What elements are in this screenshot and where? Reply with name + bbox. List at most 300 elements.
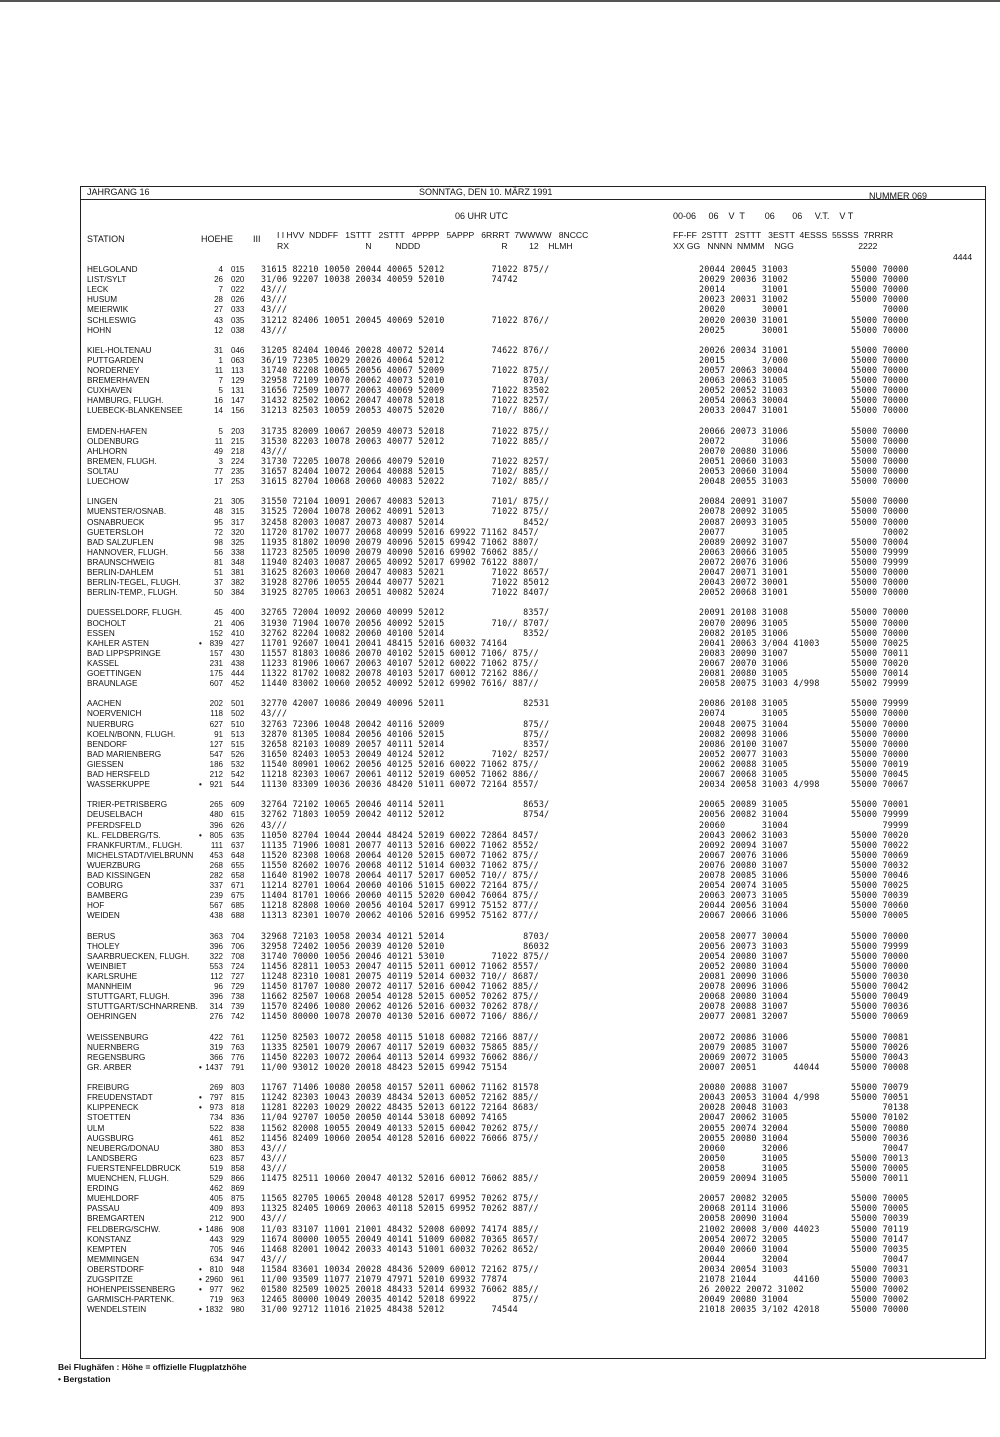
synop-groups: 01580 82509 10025 20018 48433 52014 69932 76062 885// [261, 1284, 539, 1295]
temperature-groups: 20053 20060 31004 [699, 466, 789, 476]
station-name: STUTTGART/SCHNARRENB. [87, 1002, 198, 1012]
station-index: 963 [231, 1295, 245, 1305]
snow-groups: 55000 70000 [851, 274, 909, 285]
snow-groups: 55000 70008 [851, 1061, 909, 1072]
station-index: 400 [231, 608, 245, 618]
station-index: 438 [231, 658, 245, 668]
station-index: 946 [231, 1244, 245, 1254]
temperature-groups: 20028 20048 31003 [699, 1102, 789, 1113]
snow-groups: 55000 70000 [851, 960, 909, 971]
station-index: 803 [231, 1083, 245, 1093]
snow-groups: 55000 70000 [851, 435, 909, 446]
station-name: WEINBIET [87, 961, 127, 971]
station-index: 875 [231, 1194, 245, 1204]
station-name: BREMEN, FLUGH. [87, 456, 157, 466]
synop-groups: 11720 81702 10077 20068 40099 52016 69922 71162 8457/ [261, 526, 539, 537]
station-index: 980 [231, 1305, 245, 1315]
station-index: 203 [231, 426, 245, 436]
snow-groups: 55000 70000 [851, 1304, 909, 1315]
station-name: MUEHLDORF [87, 1194, 139, 1204]
station-index: 513 [231, 729, 245, 739]
station-index: 866 [231, 1174, 245, 1183]
station-name: NUERNBERG [87, 1042, 140, 1052]
station-height: 4 [218, 265, 223, 274]
synop-groups: 31550 72104 10091 20067 40083 52013 7101/ 875// [261, 496, 550, 507]
station-name: OEHRINGEN [87, 1012, 137, 1022]
station-height: 37 [214, 578, 223, 588]
temperature-groups: 20014 31001 [699, 284, 789, 295]
snow-groups: 55000 70039 [851, 890, 909, 901]
station-index: 704 [231, 931, 245, 941]
station-name: MEIERWIK [87, 305, 129, 315]
snow-groups: 55000 70000 [851, 405, 909, 416]
temperature-groups: 20052 20077 31003 [699, 748, 789, 759]
synop-groups: 32770 42007 10086 20049 40096 52011 82531 [261, 698, 550, 709]
temperature-groups: 20070 20096 31005 [699, 617, 789, 628]
temperature-groups: 20057 20063 30004 [699, 365, 789, 375]
mountain-marker: • [199, 1224, 202, 1234]
station-index: 893 [231, 1204, 245, 1214]
station-height: 322 [209, 951, 223, 961]
temperature-groups: 20052 20080 31004 [699, 960, 789, 971]
station-name: LINGEN [87, 497, 118, 507]
station-height: 529 [209, 1174, 223, 1183]
station-height: 337 [209, 881, 223, 891]
station-height: 461 [209, 1133, 223, 1143]
station-height: 56 [214, 547, 223, 557]
station-index: 815 [231, 1093, 245, 1103]
station-height: 175 [209, 669, 223, 678]
synop-groups: 32958 72109 10070 20062 40073 52010 8703/ [261, 375, 550, 386]
temperature-groups: 20052 20052 31003 [699, 385, 789, 396]
station-name: GARMISCH-PARTENK. [87, 1295, 175, 1305]
snow-groups: 55000 70045 [851, 769, 909, 779]
station-name: BAMBERG [87, 891, 128, 901]
snow-groups: 55000 79999 [851, 940, 909, 951]
synop-groups: 11250 82503 10072 20058 40115 51018 60082 72166 887// [261, 1031, 539, 1042]
col-right-line3: 4444 [953, 252, 973, 262]
station-index: 501 [231, 699, 245, 709]
station-name: THOLEY [87, 941, 120, 951]
temperature-groups: 20091 20108 31008 [699, 607, 789, 618]
temperature-groups: 20078 20096 31006 [699, 981, 789, 992]
synop-groups: 12465 80000 10049 20035 40142 52018 69922 875// [261, 1294, 539, 1305]
station-index: 384 [231, 588, 245, 598]
station-name: STOETTEN [87, 1113, 131, 1123]
station-name: PFERDSFELD [87, 820, 142, 830]
snow-groups: 55000 70119 [851, 1223, 909, 1234]
volume-label: JAHRGANG 16 [87, 187, 150, 197]
date-label: SONNTAG, DEN 10. MÄRZ 1991 [419, 187, 553, 197]
snow-groups: 55000 70051 [851, 1092, 909, 1103]
temperature-groups: 20060 32006 [699, 1142, 789, 1153]
station-height: 118 [210, 709, 223, 719]
synop-groups: 11130 83309 10036 20036 48420 51011 60072 72164 8557/ [261, 779, 539, 790]
temperature-groups: 21002 20008 3/000 44023 [699, 1223, 820, 1234]
station-height: 973 [209, 1103, 223, 1113]
station-index: 853 [231, 1143, 245, 1153]
station-height: 366 [209, 1052, 223, 1062]
temperature-groups: 20044 32004 [699, 1253, 789, 1264]
snow-groups: 55000 70000 [851, 718, 909, 729]
snow-groups: 55000 70000 [851, 506, 909, 517]
station-height: 16 [214, 396, 223, 406]
temperature-groups: 20047 20071 31001 [699, 567, 789, 577]
synop-groups: 11584 83601 10034 20028 48436 52009 60012 72162 875// [261, 1263, 539, 1274]
temperature-groups: 20065 20089 31005 [699, 799, 789, 810]
synop-groups: 31930 71904 10070 20056 40092 52015 710// 8707/ [261, 617, 550, 628]
synop-groups: 31740 82208 10065 20056 40067 52009 71022 875// [261, 365, 550, 375]
station-index: 026 [231, 295, 245, 305]
temperature-groups: 21078 21044 44160 [699, 1274, 820, 1284]
snow-groups: 55000 70080 [851, 1122, 909, 1133]
station-height: 453 [209, 850, 223, 860]
station-height: 839 [209, 638, 223, 648]
station-index: 708 [231, 951, 245, 961]
snow-groups: 55000 70000 [851, 375, 909, 386]
station-index: 317 [231, 517, 245, 527]
synop-groups: 11440 83002 10060 20052 40092 52012 69902 7616/ 887// [261, 678, 539, 689]
station-height: 553 [209, 961, 223, 971]
station-index: 215 [231, 436, 245, 446]
snow-groups: 55000 70069 [851, 1011, 909, 1022]
station-height: 98 [214, 537, 223, 547]
station-name: MICHELSTADT/VIELBRUNN [87, 850, 194, 860]
synop-groups: 43/// [261, 1162, 288, 1173]
snow-groups: 70000 [851, 304, 909, 315]
station-name: BAD HERSFELD [87, 770, 150, 779]
temperature-groups: 20026 20034 31001 [699, 344, 789, 355]
station-index: 020 [231, 275, 245, 285]
temperature-groups: 20057 20082 32005 [699, 1193, 789, 1204]
station-index: 542 [231, 770, 245, 779]
synop-groups: 43/// [261, 304, 288, 315]
snow-groups: 55000 79999 [851, 556, 909, 567]
snow-groups: 55000 70005 [851, 1203, 909, 1214]
temperature-groups: 20078 20088 31007 [699, 1001, 789, 1012]
snow-groups: 55000 70000 [851, 708, 909, 719]
snow-groups: 55000 70000 [851, 627, 909, 638]
snow-groups: 55000 70081 [851, 1031, 909, 1042]
station-height: 623 [209, 1153, 223, 1163]
station-name: BREMGARTEN [87, 1214, 145, 1224]
station-height: 363 [209, 931, 223, 941]
snow-groups: 55000 70147 [851, 1233, 909, 1244]
snow-groups: 55000 70000 [851, 748, 909, 759]
snow-groups: 55000 70000 [851, 607, 909, 618]
synop-groups: 32968 72103 10058 20034 40121 52014 8703/ [261, 930, 550, 941]
station-index: 908 [231, 1224, 245, 1234]
station-name: NORDERNEY [87, 366, 140, 375]
station-height: 269 [209, 1083, 223, 1093]
station-name: BERLIN-TEMP., FLUGH. [87, 588, 178, 598]
station-name: BENDORF [87, 739, 128, 749]
station-height: 547 [209, 749, 223, 759]
station-name: AUGSBURG [87, 1133, 134, 1143]
synop-groups: 11450 82203 10072 20064 40113 52014 69932 76062 886// [261, 1051, 539, 1062]
synop-groups: 32458 82003 10087 20073 40087 52014 8452/ [261, 516, 550, 527]
snow-groups: 55000 70000 [851, 930, 909, 941]
station-height: 21 [214, 618, 223, 628]
station-height: 48 [214, 507, 223, 517]
station-name: GOETTINGEN [87, 669, 142, 678]
station-index: 015 [231, 265, 245, 274]
snow-groups: 55000 70000 [851, 466, 909, 476]
mountain-marker: • [199, 780, 202, 790]
snow-groups: 55000 70000 [851, 617, 909, 628]
snow-groups: 55000 70031 [851, 1263, 909, 1274]
station-height: 409 [209, 1204, 223, 1214]
station-name: BREMERHAVEN [87, 376, 150, 386]
synop-groups: 31615 82704 10068 20060 40083 52022 7102/ 885// [261, 476, 550, 487]
station-index: 515 [231, 739, 245, 749]
station-index: 218 [231, 446, 245, 456]
mountain-marker: • [199, 830, 202, 840]
station-height: 522 [209, 1123, 223, 1133]
station-name: ESSEN [87, 628, 115, 638]
station-index: 427 [231, 638, 245, 648]
station-name: KASSEL [87, 658, 119, 668]
synop-groups: 11701 92607 10041 20041 48415 52016 60032 74164 [261, 637, 508, 648]
temperature-groups: 20067 20068 31005 [699, 769, 789, 779]
synop-groups: 11723 82505 10090 20079 40090 52016 69902 76062 885// [261, 546, 539, 557]
temperature-groups: 20054 20063 30004 [699, 395, 789, 406]
temperature-groups: 20082 20105 31006 [699, 627, 789, 638]
snow-groups: 55000 70000 [851, 385, 909, 396]
station-height: 3 [218, 456, 223, 466]
synop-groups: 11313 82301 10070 20062 40106 52016 69952 75162 877// [261, 910, 539, 921]
temperature-groups: 20083 20090 31007 [699, 647, 789, 658]
station-height: 27 [214, 305, 223, 315]
temperature-groups: 20086 20108 31005 [699, 698, 789, 709]
synop-groups: 43/// [261, 708, 288, 719]
temperature-groups: 21018 20035 3/102 42018 [699, 1304, 820, 1315]
temperature-groups: 20063 20073 31005 [699, 890, 789, 901]
snow-groups: 55000 70043 [851, 1051, 909, 1062]
synop-groups: 31212 82406 10051 20045 40069 52010 71022 876// [261, 314, 550, 325]
station-name: LUECHOW [87, 477, 129, 487]
temperature-groups: 20072 20076 31006 [699, 556, 789, 567]
station-height: 921 [209, 780, 223, 790]
synop-groups: 31213 82503 10059 20053 40075 52020 710// 886// [261, 405, 550, 416]
station-index: 502 [231, 709, 245, 719]
synop-groups: 32763 72306 10048 20042 40116 52009 875// [261, 718, 550, 729]
station-height: 405 [209, 1194, 223, 1204]
station-index: 305 [231, 497, 245, 507]
station-index: 836 [231, 1113, 245, 1123]
synop-groups: 43/// [261, 1213, 288, 1224]
snow-groups: 55000 79999 [851, 546, 909, 557]
synop-groups: 43/// [261, 324, 288, 335]
station-index: 776 [231, 1052, 245, 1062]
temperature-groups: 20058 31005 [699, 1162, 789, 1173]
synop-groups: 32870 81305 10084 20056 40106 52015 875// [261, 728, 550, 739]
station-name: PUTTGARDEN [87, 355, 144, 365]
snow-groups: 55000 70002 [851, 1294, 909, 1305]
table-row [81, 1304, 987, 1315]
snow-groups: 55000 70067 [851, 779, 909, 790]
snow-groups: 55000 70000 [851, 324, 909, 335]
station-name: REGENSBURG [87, 1052, 146, 1062]
synop-groups: 11218 82303 10067 20061 40112 52019 60052 71062 886// [261, 769, 539, 779]
synop-groups: 11540 80901 10062 20056 40125 52016 60022 71062 875// [261, 758, 539, 769]
station-height: 977 [209, 1285, 223, 1295]
station-name: DEUSELBACH [87, 810, 143, 820]
temperature-groups: 20055 20080 31004 [699, 1132, 789, 1143]
station-name: FREUDENSTADT [87, 1093, 153, 1103]
snow-groups: 55000 70000 [851, 365, 909, 375]
snow-groups: 70002 [851, 526, 909, 537]
temperature-groups: 20072 31006 [699, 435, 789, 446]
station-height: 607 [209, 679, 223, 689]
station-height: 734 [209, 1113, 223, 1123]
station-index: 338 [231, 547, 245, 557]
station-height: 282 [209, 871, 223, 880]
station-height: 438 [209, 911, 223, 921]
temperature-groups: 20089 20092 31007 [699, 536, 789, 547]
temperature-groups: 20020 20030 31001 [699, 314, 789, 325]
synop-groups: 32658 82103 10089 20057 40111 52014 8357/ [261, 738, 550, 749]
right-block-header: 00-06 06 V T 06 06 V.T. V T [673, 211, 854, 221]
synop-groups: 43/// [261, 1142, 288, 1153]
snow-groups: 55000 70000 [851, 728, 909, 739]
station-height: 7 [218, 285, 223, 295]
station-height: 5 [218, 386, 223, 396]
synop-groups: 31650 82403 10053 20049 40124 52012 7102/ 8257/ [261, 748, 550, 759]
temperature-groups: 20084 20091 31007 [699, 496, 789, 507]
station-height: 77 [214, 467, 223, 476]
station-name: FREIBURG [87, 1083, 130, 1093]
station-name: HELGOLAND [87, 265, 138, 274]
synop-groups: 11565 82705 10065 20048 40128 52017 69952 70262 875// [261, 1193, 539, 1204]
station-height: 157 [209, 648, 223, 658]
station-name: KAHLER ASTEN [87, 638, 149, 648]
station-height: 21 [214, 497, 223, 507]
station-name: FRANKFURT/M., FLUGH. [87, 840, 183, 850]
synop-groups: 31530 82203 10078 20063 40077 52012 71022 885// [261, 435, 550, 446]
station-name: BERLIN-TEGEL, FLUGH. [87, 578, 181, 588]
station-height: 634 [209, 1254, 223, 1264]
station-index: 900 [231, 1214, 245, 1224]
temperature-groups: 20025 30001 [699, 324, 789, 335]
station-index: 033 [231, 305, 245, 315]
station-name: SOLTAU [87, 467, 119, 476]
synop-groups: 32765 72004 10092 20060 40099 52012 8357/ [261, 607, 550, 618]
station-height: 265 [209, 800, 223, 810]
synop-groups: 11135 71906 10081 20077 40113 52016 60022 71062 8552/ [261, 839, 539, 850]
snow-groups: 55000 70000 [851, 950, 909, 961]
snow-groups: 55000 79999 [851, 698, 909, 709]
synop-groups: 43/// [261, 294, 288, 305]
temperature-groups: 20058 20077 30004 [699, 930, 789, 941]
synop-groups: 43/// [261, 1253, 288, 1264]
station-name: HOHENPEISSENBERG [87, 1285, 176, 1295]
station-height: 111 [210, 840, 223, 850]
synop-groups: 11640 81902 10078 20064 40117 52017 60052 710// 875// [261, 870, 539, 880]
snow-groups: 55000 70000 [851, 284, 909, 295]
station-name: LIST/SYLT [87, 275, 127, 285]
station-name: OSNABRUECK [87, 517, 145, 527]
station-index: 738 [231, 992, 245, 1002]
temperature-groups: 20082 20098 31006 [699, 728, 789, 739]
station-name: KL. FELDBERG/TS. [87, 830, 161, 840]
temperature-groups: 20058 20075 31003 4/998 [699, 678, 820, 689]
station-height: 480 [209, 810, 223, 820]
station-index: 658 [231, 871, 245, 880]
synop-groups: 11/03 83107 11001 21001 48432 52008 60092 74174 885// [261, 1223, 539, 1234]
station-index: 609 [231, 800, 245, 810]
snow-groups: 70138 [851, 1102, 909, 1113]
station-name: LANDSBERG [87, 1153, 138, 1163]
snow-groups: 55000 70000 [851, 354, 909, 365]
synop-groups: 11456 82409 10060 20054 40128 52016 60022 76066 875// [261, 1132, 539, 1143]
synop-groups: 11562 82008 10055 20049 40133 52015 60042 70262 875// [261, 1122, 539, 1133]
snow-groups: 79999 [851, 819, 909, 830]
header-rule [81, 199, 985, 200]
temperature-groups: 20040 20060 31004 [699, 1243, 789, 1254]
col-groups-line2: RX N NDDD R 12 HLMH [277, 241, 573, 251]
station-index: 637 [231, 840, 245, 850]
station-height: 231 [209, 658, 223, 668]
station-name: NOERVENICH [87, 709, 142, 719]
station-index: 729 [231, 982, 245, 992]
snow-groups: 55000 70011 [851, 647, 909, 658]
temperature-groups: 20066 20073 31006 [699, 425, 789, 436]
temperature-groups: 20043 20053 31004 4/998 [699, 1092, 820, 1103]
temperature-groups: 20054 20080 31007 [699, 950, 789, 961]
station-height: 2960 [205, 1275, 223, 1284]
synop-groups: 31625 82603 10060 20047 40083 52021 71022 8657/ [261, 567, 550, 577]
snow-groups: 55000 70000 [851, 344, 909, 355]
synop-groups: 31735 82009 10067 20059 40073 52018 71022 875// [261, 425, 550, 436]
temperature-groups: 20048 20075 31004 [699, 718, 789, 729]
temperature-groups: 20070 20080 31006 [699, 445, 789, 456]
temperature-groups: 20055 20074 32004 [699, 1122, 789, 1133]
synop-groups: 31615 82210 10050 20044 40065 52012 71022 875// [261, 264, 550, 274]
snow-groups: 55000 70000 [851, 455, 909, 466]
station-height: 202 [209, 699, 223, 709]
station-height: 112 [210, 972, 223, 981]
temperature-groups: 20077 20081 32007 [699, 1011, 789, 1022]
snow-groups: 55000 70000 [851, 516, 909, 527]
station-name: BRAUNLAGE [87, 679, 138, 689]
synop-groups: 11242 82303 10043 20039 48434 52013 60052 72162 885// [261, 1092, 539, 1103]
temperature-groups: 20041 20063 3/004 41003 [699, 637, 820, 648]
snow-groups: 55000 70019 [851, 758, 909, 769]
station-height: 380 [209, 1143, 223, 1153]
station-height: 276 [209, 1012, 223, 1022]
station-index: 961 [231, 1275, 245, 1284]
temperature-groups: 20060 31004 [699, 819, 789, 830]
temperature-groups: 20015 3/000 [699, 354, 789, 365]
station-height: 81 [214, 557, 223, 567]
snow-groups: 55000 70014 [851, 668, 909, 678]
station-index: 655 [231, 860, 245, 870]
temperature-groups: 26 20022 20072 31002 [699, 1284, 804, 1295]
station-index: 838 [231, 1123, 245, 1133]
synop-groups: 31730 72205 10078 20066 40079 52010 71022 8257/ [261, 455, 550, 466]
synop-groups: 11674 80000 10055 20049 40141 51009 60082 70365 8657/ [261, 1233, 539, 1244]
synop-groups: 11450 80000 10078 20070 40130 52016 60072 7106/ 886// [261, 1011, 539, 1022]
station-height: 5 [218, 426, 223, 436]
station-height: 396 [209, 992, 223, 1002]
station-index: 315 [231, 507, 245, 517]
snow-groups: 70047 [851, 1253, 909, 1264]
station-height: 14 [214, 406, 223, 416]
station-name: CUXHAVEN [87, 386, 132, 396]
station-name: WASSERKUPPE [87, 780, 150, 790]
station-height: 91 [214, 729, 223, 739]
